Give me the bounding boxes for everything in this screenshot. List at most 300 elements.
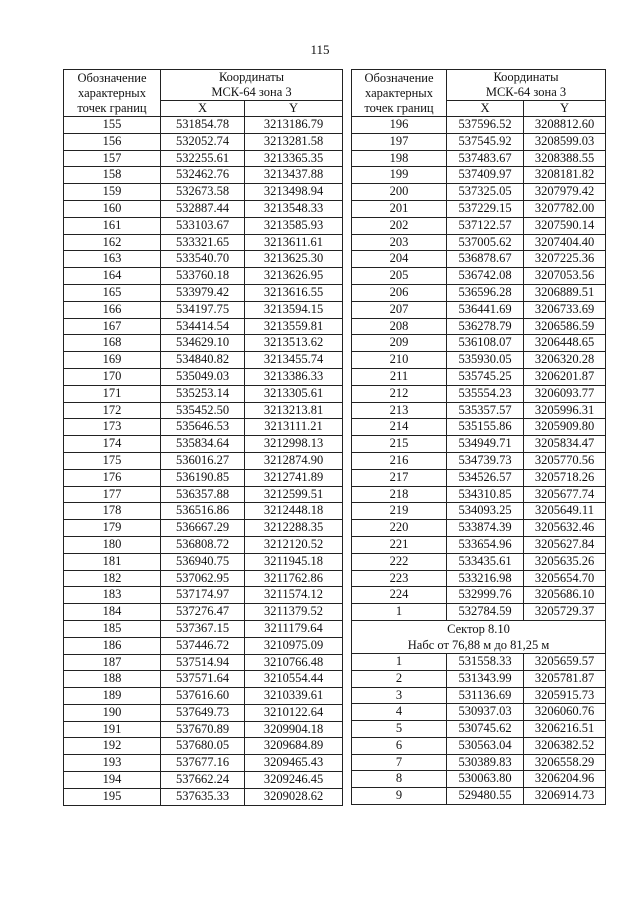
table-row (352, 368, 606, 385)
y-coordinate: 3207979.42 (524, 184, 606, 201)
y-coordinate: 3209246.45 (245, 772, 343, 789)
y-coordinate: 3205659.57 (524, 653, 606, 670)
point-number: 222 (352, 553, 447, 570)
y-coordinate: 3213625.30 (245, 251, 343, 268)
y-coordinate: 3209904.18 (245, 721, 343, 738)
y-coordinate: 3213386.33 (245, 368, 343, 385)
x-coordinate: 537062.95 (161, 570, 245, 587)
y-coordinate: 3206733.69 (524, 301, 606, 318)
y-coordinate: 3207590.14 (524, 217, 606, 234)
point-number: 175 (64, 452, 161, 469)
x-coordinate: 529480.55 (447, 788, 524, 805)
point-number: 159 (64, 184, 161, 201)
x-coordinate: 536742.08 (447, 268, 524, 285)
y-coordinate: 3211179.64 (245, 620, 343, 637)
table-row (64, 637, 343, 654)
point-number: 9 (352, 788, 447, 805)
table-row (64, 654, 343, 671)
y-coordinate: 3206586.59 (524, 318, 606, 335)
point-number: 158 (64, 167, 161, 184)
y-header: Y (524, 101, 606, 117)
x-coordinate: 537545.92 (447, 133, 524, 150)
x-coordinate: 531136.69 (447, 687, 524, 704)
table-row (352, 604, 606, 621)
x-coordinate: 534310.85 (447, 486, 524, 503)
x-coordinate: 532462.76 (161, 167, 245, 184)
y-coordinate: 3205834.47 (524, 436, 606, 453)
x-coordinate: 537662.24 (161, 772, 245, 789)
x-coordinate: 532887.44 (161, 200, 245, 217)
table-row (64, 587, 343, 604)
y-coordinate: 3213626.95 (245, 268, 343, 285)
point-number: 163 (64, 251, 161, 268)
table-row (64, 486, 343, 503)
point-number: 224 (352, 587, 447, 604)
point-number: 188 (64, 671, 161, 688)
x-coordinate: 537635.33 (161, 788, 245, 805)
table-row (352, 436, 606, 453)
x-coordinate: 537483.67 (447, 150, 524, 167)
table-row (352, 284, 606, 301)
point-number: 173 (64, 419, 161, 436)
x-coordinate: 537514.94 (161, 654, 245, 671)
point-number: 161 (64, 217, 161, 234)
x-coordinate: 534093.25 (447, 503, 524, 520)
y-coordinate: 3213455.74 (245, 352, 343, 369)
y-coordinate: 3206382.52 (524, 737, 606, 754)
table-row (64, 536, 343, 553)
y-coordinate: 3205915.73 (524, 687, 606, 704)
x-coordinate: 536940.75 (161, 553, 245, 570)
table-row (352, 335, 606, 352)
point-designation-header: Обозначение характерных точек границ (64, 70, 161, 117)
x-coordinate: 535155.86 (447, 419, 524, 436)
point-number: 216 (352, 452, 447, 469)
y-coordinate: 3213611.61 (245, 234, 343, 251)
point-number: 165 (64, 284, 161, 301)
table-row (352, 503, 606, 520)
point-number: 160 (64, 200, 161, 217)
y-coordinate: 3206216.51 (524, 721, 606, 738)
table-row (64, 318, 343, 335)
y-coordinate: 3205649.11 (524, 503, 606, 520)
y-coordinate: 3212448.18 (245, 503, 343, 520)
x-coordinate: 531854.78 (161, 117, 245, 134)
table-row (352, 486, 606, 503)
table-row (64, 570, 343, 587)
y-coordinate: 3205996.31 (524, 402, 606, 419)
y-coordinate: 3211945.18 (245, 553, 343, 570)
table-row (352, 217, 606, 234)
table-row (352, 721, 606, 738)
table-row (352, 520, 606, 537)
y-coordinate: 3209465.43 (245, 755, 343, 772)
x-coordinate: 535745.25 (447, 368, 524, 385)
point-number: 203 (352, 234, 447, 251)
table-row (352, 352, 606, 369)
x-coordinate: 537325.05 (447, 184, 524, 201)
x-coordinate: 537276.47 (161, 604, 245, 621)
y-coordinate: 3213616.55 (245, 284, 343, 301)
table-row (352, 469, 606, 486)
x-coordinate: 536596.28 (447, 284, 524, 301)
point-number: 178 (64, 503, 161, 520)
sector-title (352, 620, 606, 653)
y-coordinate: 3206201.87 (524, 368, 606, 385)
x-coordinate: 533435.61 (447, 553, 524, 570)
x-coordinate: 537409.97 (447, 167, 524, 184)
y-coordinate: 3212874.90 (245, 452, 343, 469)
table-row (64, 671, 343, 688)
y-coordinate: 3208599.03 (524, 133, 606, 150)
y-coordinate: 3206889.51 (524, 284, 606, 301)
x-coordinate: 536667.29 (161, 520, 245, 537)
table-row (64, 738, 343, 755)
table-row (64, 184, 343, 201)
y-coordinate: 3205729.37 (524, 604, 606, 621)
point-number: 189 (64, 688, 161, 705)
table-row (352, 301, 606, 318)
x-coordinate: 533103.67 (161, 217, 245, 234)
y-coordinate: 3211574.12 (245, 587, 343, 604)
table-row (352, 570, 606, 587)
sector-name: Сектор 8.10 (447, 621, 510, 636)
point-number: 186 (64, 637, 161, 654)
point-number: 162 (64, 234, 161, 251)
table-row (352, 653, 606, 670)
y-coordinate: 3206558.29 (524, 754, 606, 771)
x-header: X (447, 101, 524, 117)
x-coordinate: 533760.18 (161, 268, 245, 285)
x-coordinate: 536516.86 (161, 503, 245, 520)
y-coordinate: 3209684.89 (245, 738, 343, 755)
x-coordinate: 534629.10 (161, 335, 245, 352)
point-number: 212 (352, 385, 447, 402)
point-number: 167 (64, 318, 161, 335)
y-coordinate: 3213548.33 (245, 200, 343, 217)
x-coordinate: 533979.42 (161, 284, 245, 301)
y-coordinate: 3210975.09 (245, 637, 343, 654)
y-coordinate: 3206914.73 (524, 788, 606, 805)
table-row (64, 150, 343, 167)
y-coordinate: 3207225.36 (524, 251, 606, 268)
x-coordinate: 530937.03 (447, 704, 524, 721)
point-number: 183 (64, 587, 161, 604)
table-row (64, 385, 343, 402)
point-number: 156 (64, 133, 161, 150)
point-number: 211 (352, 368, 447, 385)
point-number: 170 (64, 368, 161, 385)
table-row (64, 335, 343, 352)
table-row (64, 352, 343, 369)
x-coordinate: 532784.59 (447, 604, 524, 621)
point-number: 180 (64, 536, 161, 553)
x-coordinate: 531558.33 (447, 653, 524, 670)
table-row (352, 385, 606, 402)
table-row (64, 301, 343, 318)
table-row (64, 368, 343, 385)
x-coordinate: 534526.57 (447, 469, 524, 486)
x-coordinate: 535930.05 (447, 352, 524, 369)
table-row (64, 704, 343, 721)
coordinates-table-left (63, 69, 343, 806)
point-number: 168 (64, 335, 161, 352)
x-coordinate: 537670.89 (161, 721, 245, 738)
table-row (352, 687, 606, 704)
table-row (64, 117, 343, 134)
point-number: 185 (64, 620, 161, 637)
point-number: 169 (64, 352, 161, 369)
x-coordinate: 535452.50 (161, 402, 245, 419)
table-row (64, 469, 343, 486)
x-coordinate: 537446.72 (161, 637, 245, 654)
point-number: 194 (64, 772, 161, 789)
table-row (352, 536, 606, 553)
point-number: 184 (64, 604, 161, 621)
x-coordinate: 530745.62 (447, 721, 524, 738)
y-coordinate: 3212599.51 (245, 486, 343, 503)
y-coordinate: 3212120.52 (245, 536, 343, 553)
table-row (352, 419, 606, 436)
table-row (352, 234, 606, 251)
y-coordinate: 3213213.81 (245, 402, 343, 419)
point-designation-header: Обозначение характерных точек границ (352, 70, 447, 117)
x-coordinate: 533321.65 (161, 234, 245, 251)
point-number: 217 (352, 469, 447, 486)
table-row (64, 268, 343, 285)
table-row (352, 553, 606, 570)
x-coordinate: 533540.70 (161, 251, 245, 268)
x-coordinate: 532673.58 (161, 184, 245, 201)
y-coordinate: 3208812.60 (524, 117, 606, 134)
table-row (352, 184, 606, 201)
y-coordinate: 3206204.96 (524, 771, 606, 788)
x-coordinate: 535357.57 (447, 402, 524, 419)
table-row (64, 553, 343, 570)
point-number: 6 (352, 737, 447, 754)
y-coordinate: 3207053.56 (524, 268, 606, 285)
y-coordinate: 3207782.00 (524, 200, 606, 217)
y-coordinate: 3213305.61 (245, 385, 343, 402)
point-number: 5 (352, 721, 447, 738)
y-coordinate: 3213281.58 (245, 133, 343, 150)
table-row (352, 788, 606, 805)
coordinates-header: Координаты МСК-64 зона 3 (161, 70, 343, 101)
point-number: 197 (352, 133, 447, 150)
x-coordinate: 535049.03 (161, 368, 245, 385)
x-coordinate: 536878.67 (447, 251, 524, 268)
table-row (352, 200, 606, 217)
x-coordinate: 536441.69 (447, 301, 524, 318)
y-coordinate: 3205677.74 (524, 486, 606, 503)
point-number: 176 (64, 469, 161, 486)
y-header: Y (245, 101, 343, 117)
point-number: 192 (64, 738, 161, 755)
x-coordinate: 536278.79 (447, 318, 524, 335)
x-coordinate: 536108.07 (447, 335, 524, 352)
point-number: 223 (352, 570, 447, 587)
x-coordinate: 535253.14 (161, 385, 245, 402)
x-coordinate: 533216.98 (447, 570, 524, 587)
y-coordinate: 3210122.64 (245, 704, 343, 721)
table-row (64, 452, 343, 469)
y-coordinate: 3211379.52 (245, 604, 343, 621)
table-row (352, 318, 606, 335)
table-row (64, 520, 343, 537)
y-coordinate: 3205632.46 (524, 520, 606, 537)
y-coordinate: 3205909.80 (524, 419, 606, 436)
y-coordinate: 3213437.88 (245, 167, 343, 184)
table-row (64, 755, 343, 772)
point-number: 207 (352, 301, 447, 318)
table-row (352, 268, 606, 285)
x-coordinate: 536016.27 (161, 452, 245, 469)
point-number: 205 (352, 268, 447, 285)
point-number: 190 (64, 704, 161, 721)
point-number: 206 (352, 284, 447, 301)
y-coordinate: 3211762.86 (245, 570, 343, 587)
table-row (352, 737, 606, 754)
point-number: 181 (64, 553, 161, 570)
y-coordinate: 3205686.10 (524, 587, 606, 604)
point-number: 220 (352, 520, 447, 537)
point-number: 213 (352, 402, 447, 419)
table-row (352, 117, 606, 134)
x-coordinate: 537677.16 (161, 755, 245, 772)
point-number: 4 (352, 704, 447, 721)
x-coordinate: 532255.61 (161, 150, 245, 167)
x-coordinate: 537616.60 (161, 688, 245, 705)
table-row (64, 788, 343, 805)
table-row (352, 771, 606, 788)
x-coordinate: 537005.62 (447, 234, 524, 251)
table-row (64, 167, 343, 184)
x-coordinate: 535554.23 (447, 385, 524, 402)
x-header: X (161, 101, 245, 117)
y-coordinate: 3210554.44 (245, 671, 343, 688)
y-coordinate: 3206320.28 (524, 352, 606, 369)
point-number: 179 (64, 520, 161, 537)
y-coordinate: 3208181.82 (524, 167, 606, 184)
point-number: 209 (352, 335, 447, 352)
table-row (352, 587, 606, 604)
x-coordinate: 537122.57 (447, 217, 524, 234)
table-row (64, 419, 343, 436)
point-number: 208 (352, 318, 447, 335)
sector-header-row (352, 620, 606, 653)
y-coordinate: 3205770.56 (524, 452, 606, 469)
point-number: 219 (352, 503, 447, 520)
point-number: 1 (352, 653, 447, 670)
y-coordinate: 3213559.81 (245, 318, 343, 335)
y-coordinate: 3210766.48 (245, 654, 343, 671)
y-coordinate: 3213513.62 (245, 335, 343, 352)
y-coordinate: 3205654.70 (524, 570, 606, 587)
table-row (352, 704, 606, 721)
x-coordinate: 530563.04 (447, 737, 524, 754)
table-row (64, 133, 343, 150)
table-row (64, 620, 343, 637)
point-number: 215 (352, 436, 447, 453)
point-number: 221 (352, 536, 447, 553)
table-row (64, 436, 343, 453)
y-coordinate: 3205627.84 (524, 536, 606, 553)
x-coordinate: 536190.85 (161, 469, 245, 486)
y-coordinate: 3213585.93 (245, 217, 343, 234)
x-coordinate: 535646.53 (161, 419, 245, 436)
y-coordinate: 3207404.40 (524, 234, 606, 251)
point-number: 191 (64, 721, 161, 738)
y-coordinate: 3206093.77 (524, 385, 606, 402)
x-coordinate: 530389.83 (447, 754, 524, 771)
coordinates-header: Координаты МСК-64 зона 3 (447, 70, 606, 101)
y-coordinate: 3205635.26 (524, 553, 606, 570)
table-row (64, 688, 343, 705)
x-coordinate: 534414.54 (161, 318, 245, 335)
x-coordinate: 531343.99 (447, 670, 524, 687)
sector-height-range: Набс от 76,88 м до 81,25 м (407, 637, 550, 652)
table-row (64, 251, 343, 268)
coordinates-table-right (351, 69, 606, 805)
point-number: 214 (352, 419, 447, 436)
x-coordinate: 537229.15 (447, 200, 524, 217)
y-coordinate: 3213186.79 (245, 117, 343, 134)
table-row (64, 402, 343, 419)
point-number: 174 (64, 436, 161, 453)
point-number: 187 (64, 654, 161, 671)
y-coordinate: 3213111.21 (245, 419, 343, 436)
x-coordinate: 533654.96 (447, 536, 524, 553)
point-number: 3 (352, 687, 447, 704)
point-number: 182 (64, 570, 161, 587)
table-row (64, 234, 343, 251)
table-row (352, 402, 606, 419)
x-coordinate: 537174.97 (161, 587, 245, 604)
x-coordinate: 533874.39 (447, 520, 524, 537)
table-row (352, 150, 606, 167)
y-coordinate: 3206448.65 (524, 335, 606, 352)
table-row (64, 200, 343, 217)
point-number: 218 (352, 486, 447, 503)
point-number: 195 (64, 788, 161, 805)
y-coordinate: 3208388.55 (524, 150, 606, 167)
point-number: 177 (64, 486, 161, 503)
y-coordinate: 3212741.89 (245, 469, 343, 486)
table-row (352, 133, 606, 150)
point-number: 172 (64, 402, 161, 419)
point-number: 7 (352, 754, 447, 771)
point-number: 164 (64, 268, 161, 285)
point-number: 198 (352, 150, 447, 167)
x-coordinate: 530063.80 (447, 771, 524, 788)
point-number: 201 (352, 200, 447, 217)
table-row (64, 503, 343, 520)
x-coordinate: 537596.52 (447, 117, 524, 134)
point-number: 210 (352, 352, 447, 369)
page-number: 115 (310, 42, 330, 57)
y-coordinate: 3212998.13 (245, 436, 343, 453)
y-coordinate: 3205781.87 (524, 670, 606, 687)
x-coordinate: 534949.71 (447, 436, 524, 453)
point-number: 193 (64, 755, 161, 772)
y-coordinate: 3205718.26 (524, 469, 606, 486)
x-coordinate: 537367.15 (161, 620, 245, 637)
point-number: 2 (352, 670, 447, 687)
table-row (352, 670, 606, 687)
x-coordinate: 532999.76 (447, 587, 524, 604)
table-row (64, 604, 343, 621)
point-number: 1 (352, 604, 447, 621)
